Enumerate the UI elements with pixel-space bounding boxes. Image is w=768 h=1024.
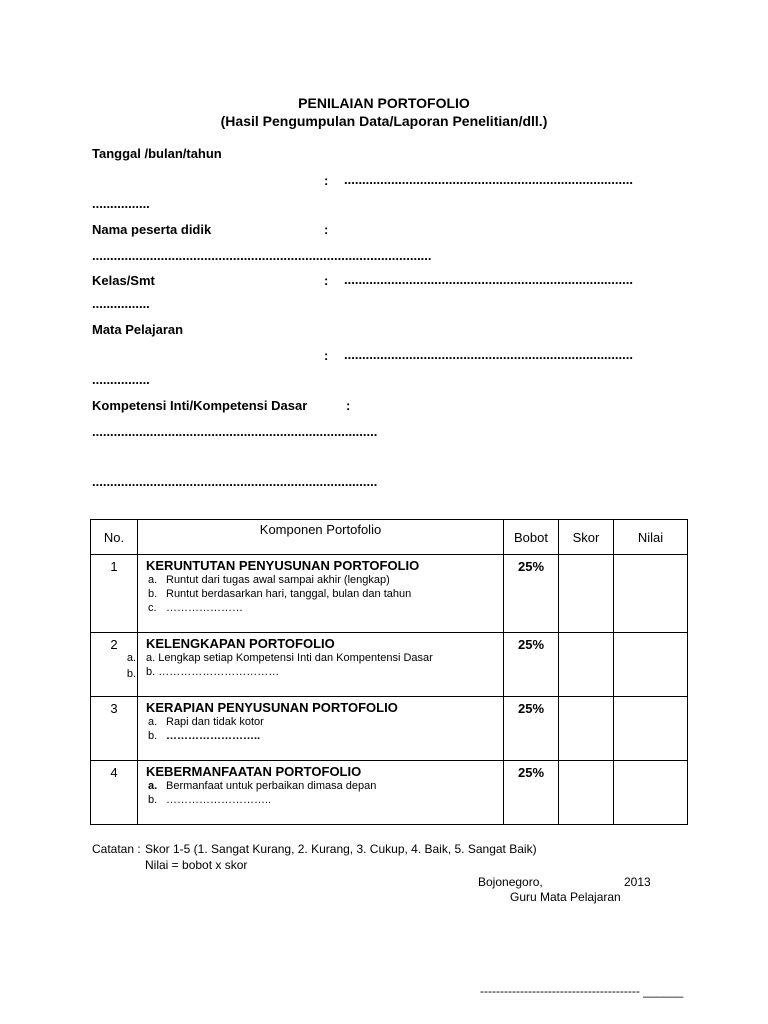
header-no: No. [91, 520, 138, 555]
list-item: a. Runtut dari tugas awal sampai akhir (lengkap) [148, 574, 390, 586]
page-subtitle: (Hasil Pengumpulan Data/Laporan Penelitian/dll.) [220, 113, 548, 129]
assessment-table [90, 519, 688, 825]
outer-marker-a: a. [126, 652, 136, 664]
table-row [91, 555, 688, 633]
nilai-cell[interactable] [614, 633, 688, 697]
nilai-cell[interactable] [614, 697, 688, 761]
skor-cell[interactable] [559, 555, 614, 633]
mapel-dots: ................................................................................ [344, 347, 633, 362]
nilai-cell[interactable] [614, 761, 688, 825]
bobot-value: 25% [504, 633, 559, 697]
notes-label: Catatan : [92, 842, 141, 856]
component-title: KERAPIAN PENYUSUNAN PORTOFOLIO [146, 700, 398, 715]
table-row [91, 761, 688, 825]
component-title: KERUNTUTAN PENYUSUNAN PORTOFOLIO [146, 558, 420, 573]
list-item: b. ……………………….. [148, 794, 272, 806]
bobot-value: 25% [504, 555, 559, 633]
bobot-value: 25% [504, 697, 559, 761]
nilai-cell[interactable] [614, 555, 688, 633]
kelas-dots-cont: ................ [92, 296, 150, 311]
component-title: KEBERMANFAATAN PORTOFOLIO [146, 764, 362, 779]
mapel-label: Mata Pelajaran [92, 322, 184, 337]
kompetensi-label: Kompetensi Inti/Kompetensi Dasar [92, 398, 308, 413]
table-header-row [91, 520, 688, 555]
outer-marker-b: b. [126, 668, 136, 680]
kompetensi-colon: : [346, 398, 351, 413]
tanggal-dots-cont: ................ [92, 196, 150, 211]
skor-cell[interactable] [559, 761, 614, 825]
kompetensi-dots-1: ............................................................................... [92, 424, 378, 439]
table-row [91, 633, 688, 697]
header-bobot: Bobot [504, 520, 559, 555]
list-item: b. Runtut berdasarkan hari, tanggal, bulan dan tahun [148, 588, 412, 600]
header-komponen: Komponen Portofolio [138, 520, 504, 555]
tanggal-colon: : [324, 173, 329, 188]
list-item: b. …………………….. [148, 730, 261, 742]
component-cell [138, 761, 504, 825]
bobot-value: 25% [504, 761, 559, 825]
notes-line-1: Skor 1-5 (1. Sangat Kurang, 2. Kurang, 3. Cukup, 4. Baik, 5. Sangat Baik) [145, 842, 537, 856]
signature-place: Bojonegoro, [478, 875, 543, 889]
skor-cell[interactable] [559, 633, 614, 697]
skor-cell[interactable] [559, 697, 614, 761]
header-skor: Skor [559, 520, 614, 555]
component-cell [138, 697, 504, 761]
component-cell [138, 555, 504, 633]
tanggal-label: Tanggal /bulan/tahun [92, 146, 222, 161]
signature-line: ---------------------------------------- ______ [480, 984, 684, 998]
mapel-colon: : [324, 348, 329, 363]
table-row [91, 697, 688, 761]
kelas-label: Kelas/Smt [92, 273, 155, 288]
nama-label: Nama peserta didik [92, 222, 212, 237]
notes-line-2: Nilai = bobot x skor [145, 858, 248, 872]
list-item: a. Lengkap setiap Kompetensi Inti dan Kompentensi Dasar [146, 652, 433, 664]
kelas-dots: ................................................................................ [344, 272, 633, 287]
list-item: b. …………………………… [146, 666, 280, 678]
kompetensi-dots-2: ............................................................................... [92, 474, 378, 489]
row-number: 2 a. b. [91, 633, 138, 697]
row-number: 4 [91, 761, 138, 825]
list-item: c. ………………… [148, 602, 243, 614]
component-cell [138, 633, 504, 697]
list-item: a. Bermanfaat untuk perbaikan dimasa depan [148, 780, 377, 792]
mapel-dots-cont: ................ [92, 372, 150, 387]
row-number: 3 [91, 697, 138, 761]
kelas-colon: : [324, 273, 329, 288]
page-title: PENILAIAN PORTOFOLIO [298, 95, 470, 111]
signature-role: Guru Mata Pelajaran [510, 890, 621, 904]
tanggal-dots: ................................................................................ [344, 172, 633, 187]
signature-year: 2013 [624, 875, 651, 889]
row-number: 1 [91, 555, 138, 633]
header-nilai: Nilai [614, 520, 688, 555]
nama-colon: : [324, 222, 329, 237]
list-item: a. Rapi dan tidak kotor [148, 716, 264, 728]
component-title: KELENGKAPAN PORTOFOLIO [146, 636, 335, 651]
nama-dots: .............................................................................................. [92, 248, 432, 263]
